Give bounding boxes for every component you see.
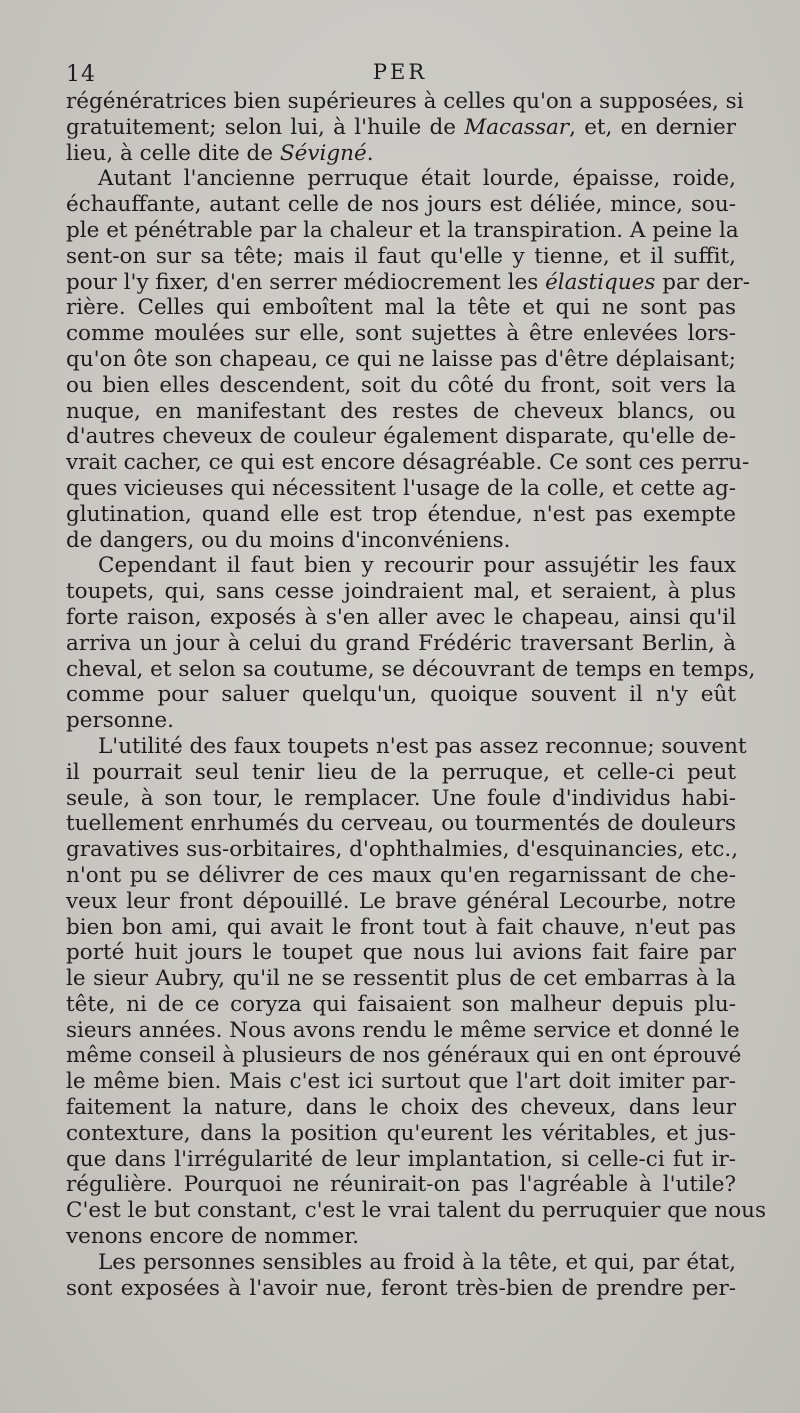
text-line: toupets, qui, sans cesse joindraient mal, et seraient, à plus <box>66 579 736 605</box>
text-line: ple et pénétrable par la chaleur et la transpiration. A peine la <box>66 217 739 243</box>
text-line: gratuitement; selon lui, à l'huile de Macassar, et, en dernier <box>66 114 737 140</box>
text-line: Autant l'ancienne perruque était lourde, épaisse, roide, <box>98 166 736 192</box>
text-line: comme pour saluer quelqu'un, quoique souvent il n'y eût <box>66 682 736 708</box>
text-line: même conseil à plusieurs de nos généraux qui en ont éprouvé <box>66 1043 742 1069</box>
text-line: n'ont pu se délivrer de ces maux qu'en regarnissant de che- <box>66 862 736 888</box>
text-line: lieu, à celle dite de Sévigné. <box>66 140 374 166</box>
text-line: régénératrices bien supérieures à celles qu'on a supposées, si <box>66 89 744 114</box>
text-line: veux leur front dépouillé. Le brave général Lecourbe, notre <box>66 888 736 914</box>
text-line: glutination, quand elle est trop étendue, n'est pas exempte <box>66 501 736 527</box>
text-line: C'est le but constant, c'est le vrai talent du perruquier que nous <box>66 1198 767 1224</box>
paragraph-4 <box>66 733 767 1250</box>
text-line: sieurs années. Nous avons rendu le même service et donné le <box>66 1017 740 1043</box>
text-line: sent-on sur sa tête; mais il faut qu'elle y tienne, et il suffit, <box>66 243 736 269</box>
text-line: Cependant il faut bien y recourir pour assujétir les faux <box>98 553 736 579</box>
paragraph-5 <box>66 1250 736 1302</box>
text-line: tête, ni de ce coryza qui faisaient son malheur depuis plu- <box>66 991 736 1017</box>
body-text <box>66 89 767 1301</box>
text-line: il pourrait seul tenir lieu de la perruque, et celle-ci peut <box>66 759 736 785</box>
text-line: de dangers, ou du moins d'inconvéniens. <box>66 527 511 553</box>
text-line: vrait cacher, ce qui est encore désagréable. Ce sont ces perru- <box>66 450 750 476</box>
text-line: faitement la nature, dans le choix des cheveux, dans leur <box>66 1095 736 1121</box>
text-line: régulière. Pourquoi ne réunirait-on pas l'agréable à l'utile? <box>66 1172 736 1198</box>
text-line: pour l'y fixer, d'en serrer médiocrement les élastiques par der- <box>66 269 750 295</box>
text-line: le sieur Aubry, qu'il ne se ressentit plus de cet embarras à la <box>66 966 736 992</box>
page-number: 14 <box>66 62 96 87</box>
text-line: gravatives sus-orbitaires, d'ophthalmies, d'esquinancies, etc., <box>66 837 739 863</box>
text-line: comme moulées sur elle, sont sujettes à être enlevées lors- <box>66 321 736 347</box>
text-line: que dans l'irrégularité de leur implantation, si celle-ci fut ir- <box>66 1146 736 1172</box>
text-line: rière. Celles qui emboîtent mal la tête et qui ne sont pas <box>66 295 736 321</box>
text-line: échauffante, autant celle de nos jours est déliée, mince, sou- <box>66 192 736 218</box>
text-line: forte raison, exposés à s'en aller avec le chapeau, ainsi qu'il <box>66 604 736 630</box>
text-line: qu'on ôte son chapeau, ce qui ne laisse pas d'être déplaisant; <box>66 346 736 372</box>
text-line: personne. <box>66 708 174 734</box>
text-line: arriva un jour à celui du grand Frédéric traversant Berlin, à <box>66 630 736 656</box>
text-line: nuque, en manifestant des restes de cheveux blancs, ou <box>66 398 736 424</box>
text-line: d'autres cheveux de couleur également disparate, qu'elle de- <box>66 424 736 450</box>
paragraph-3 <box>66 553 756 734</box>
text-line: sont exposées à l'avoir nue, feront très-bien de prendre per- <box>66 1275 736 1301</box>
text-line: ou bien elles descendent, soit du côté du front, soit vers la <box>66 372 736 398</box>
text-line: tuellement enrhumés du cerveau, ou tourmentés de douleurs <box>66 811 736 837</box>
text-line: L'utilité des faux toupets n'est pas assez reconnue; souvent <box>98 733 747 759</box>
paragraph-2 <box>66 166 750 553</box>
text-line: seule, à son tour, le remplacer. Une foule d'individus habi- <box>66 785 736 811</box>
text-line: porté huit jours le toupet que nous lui avions fait faire par <box>66 940 736 966</box>
text-line: contexture, dans la position qu'eurent les véritables, et jus- <box>66 1120 736 1146</box>
text-line: Les personnes sensibles au froid à la tête, et qui, par état, <box>98 1249 736 1275</box>
text-line: venons encore de nommer. <box>66 1224 360 1250</box>
text-line: cheval, et selon sa coutume, se découvrant de temps en temps, <box>66 656 756 682</box>
text-line: ques vicieuses qui nécessitent l'usage de la colle, et cette ag- <box>66 475 736 501</box>
running-head: PER <box>372 60 428 84</box>
text-line: bien bon ami, qui avait le front tout à fait chauve, n'eut pas <box>66 914 736 940</box>
text-line: le même bien. Mais c'est ici surtout que l'art doit imiter par- <box>66 1069 736 1095</box>
paragraph-1 <box>66 89 744 166</box>
